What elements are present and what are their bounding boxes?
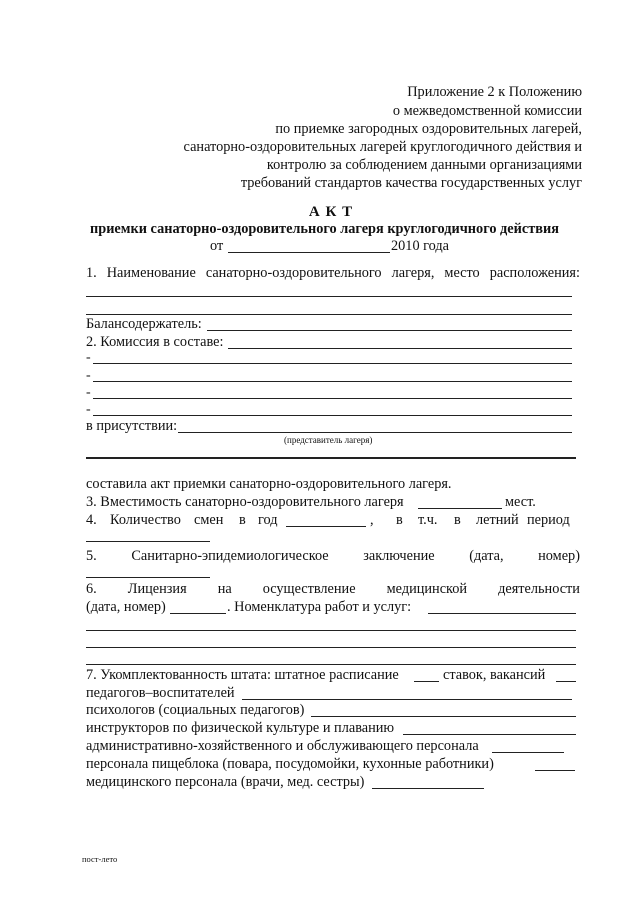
dash: - (86, 402, 91, 417)
blank-line (86, 664, 576, 665)
date-prefix: от (210, 238, 224, 254)
word: Наименование (106, 265, 196, 281)
act-heading: А К Т (308, 204, 354, 220)
act-subtitle: приемки санаторно-оздоровительного лагеря круглогодичного действия (90, 221, 559, 237)
header-line: о межведомственной комиссии (392, 103, 582, 119)
license-date-blank (170, 613, 226, 614)
commission-blank (228, 348, 572, 349)
member-line (93, 363, 572, 364)
word: (дата, (469, 548, 504, 564)
compiled-text: составила акт приемки санаторно-оздоровительного лагеря. (86, 476, 452, 492)
instructors-label: инструкторов по физической культуре и плаванию (86, 720, 395, 736)
blank-line (86, 647, 576, 648)
header-line: Приложение 2 к Положению (407, 84, 582, 100)
member-line (93, 398, 572, 399)
section5-heading (86, 548, 580, 564)
staff-label: 7. Укомплектованность штата: штатное расписание (86, 667, 399, 683)
member-line (93, 381, 572, 382)
word: расположения: (489, 265, 580, 281)
shifts-w9: в (454, 512, 461, 528)
presence-caption: (представитель лагеря) (284, 435, 373, 445)
presence-label: в присутствии: (86, 418, 178, 434)
word: номер) (538, 548, 580, 564)
word: место (444, 265, 480, 281)
admin-blank (492, 752, 564, 753)
medical-blank (372, 788, 484, 789)
word: заключение (363, 548, 435, 564)
shifts-w7: в (396, 512, 403, 528)
medical-label: медицинского персонала (врачи, мед. сестры) (86, 774, 365, 790)
header-line: санаторно-оздоровительных лагерей круглогодичного действия и (183, 139, 582, 155)
section1-heading (86, 265, 580, 281)
vacancies-label: ставок, вакансий (443, 667, 546, 683)
sanitary-blank (86, 577, 210, 578)
shifts-w11: период (527, 512, 570, 528)
shifts-w3: смен (194, 512, 224, 528)
footer-note: пост-лето (82, 854, 118, 864)
word: Лицензия (127, 581, 187, 597)
dash: - (86, 368, 91, 383)
staff-rate-blank (414, 681, 439, 682)
shifts-w1: 4. (86, 512, 97, 528)
kitchen-blank (535, 770, 575, 771)
presence-blank (178, 432, 572, 433)
license-date-label: (дата, номер) (86, 599, 166, 615)
kitchen-label: персонала пищеблока (повара, посудомойки, кухонные работники) (86, 756, 494, 772)
services-blank (428, 613, 576, 614)
capacity-suffix: мест. (505, 494, 536, 510)
teachers-label: педагогов–воспитателей (86, 685, 235, 701)
word: санаторно-оздоровительного (205, 265, 382, 281)
psychologists-label: психологов (социальных педагогов) (86, 702, 305, 718)
services-label: . Номенклатура работ и услуг: (227, 599, 412, 615)
section6-heading (86, 581, 580, 597)
instructors-blank (403, 734, 576, 735)
word: лагеря, (391, 265, 435, 281)
date-blank (228, 252, 390, 253)
teachers-blank (242, 699, 572, 700)
capacity-blank (418, 508, 502, 509)
dash: - (86, 350, 91, 365)
blank-line (86, 457, 576, 459)
word: медицинской (386, 581, 468, 597)
vacancies-blank (556, 681, 576, 682)
shifts-blank (286, 526, 366, 527)
dash: - (86, 385, 91, 400)
blank-line (86, 314, 572, 315)
date-suffix: 2010 года (391, 238, 450, 254)
shifts-w5: год (258, 512, 278, 528)
word: 1. (86, 265, 97, 281)
shifts-w4: в (239, 512, 246, 528)
word: Санитарно-эпидемиологическое (131, 548, 329, 564)
balance-label: Балансодержатель: (86, 316, 202, 332)
shifts-w2: Количество (110, 512, 181, 528)
admin-label: административно-хозяйственного и обслуживающего персонала (86, 738, 479, 754)
shifts-w8: т.ч. (418, 512, 438, 528)
shifts-w6: , (370, 512, 374, 528)
psychologists-blank (311, 716, 576, 717)
word: осуществление (262, 581, 356, 597)
header-line: контролю за соблюдением данными организациями (266, 157, 582, 173)
word: на (217, 581, 232, 597)
word: 6. (86, 581, 97, 597)
blank-line (86, 630, 576, 631)
capacity-label: 3. Вместимость санаторно-оздоровительного лагеря (86, 494, 404, 510)
word: деятельности (498, 581, 580, 597)
balance-blank (207, 330, 572, 331)
header-line: по приемке загородных оздоровительных лагерей, (275, 121, 582, 137)
summer-blank (86, 541, 210, 542)
header-line: требований стандартов качества государственных услуг (240, 175, 582, 191)
word: 5. (86, 548, 97, 564)
shifts-w10: летний (476, 512, 519, 528)
commission-label: 2. Комиссия в составе: (86, 334, 224, 350)
member-line (93, 415, 572, 416)
blank-line (86, 296, 572, 297)
